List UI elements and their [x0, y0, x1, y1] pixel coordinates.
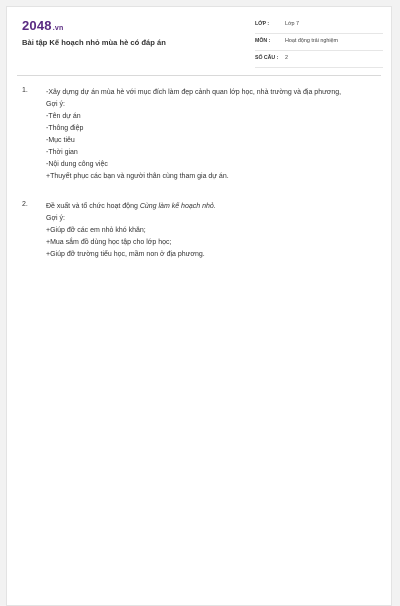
answer-line: +Thuyết phục các bạn và người thân cùng tham gia dự án. — [46, 173, 229, 180]
meta-value-class: Lớp 7 — [285, 21, 300, 27]
site-logo[interactable] — [22, 18, 63, 33]
answer-line: -Tên dự án — [46, 113, 81, 120]
worksheet-page — [6, 6, 392, 606]
document-title: Bài tập Kế hoạch nhỏ mùa hè có đáp án — [22, 38, 166, 47]
meta-row-class — [255, 19, 383, 34]
logo-main: 2048 — [22, 18, 52, 33]
question-list — [22, 87, 382, 279]
question-text: -Xây dựng dự án mùa hè với mục đích làm đẹp cảnh quan lớp học, nhà trường và địa phương, — [46, 89, 342, 96]
answer-line: -Mục tiêu — [46, 137, 75, 144]
meta-label-count: SỐ CÂU : — [255, 55, 279, 61]
question-number: 2. — [22, 201, 28, 208]
question-text-main: Đề xuất và tổ chức hoạt động — [46, 203, 140, 210]
meta-value-count: 2 — [285, 55, 288, 61]
question-body — [46, 87, 382, 183]
logo-suffix: .vn — [52, 25, 64, 32]
worksheet-header — [7, 7, 391, 73]
answer-line: +Giúp đỡ trường tiểu học, mầm non ở địa phương. — [46, 251, 205, 258]
answer-line: Gợi ý: — [46, 215, 65, 222]
answer-line: +Mua sắm đồ dùng học tập cho lớp học; — [46, 239, 172, 246]
header-divider — [17, 75, 381, 76]
meta-label-subject: MÔN : — [255, 38, 271, 44]
answer-line: -Nội dung công việc — [46, 161, 108, 168]
meta-info — [255, 19, 383, 70]
answer-line: Gợi ý: — [46, 101, 65, 108]
meta-row-count — [255, 53, 383, 68]
question-number: 1. — [22, 87, 28, 94]
question-2 — [22, 201, 382, 261]
answer-line: +Giúp đỡ các em nhỏ khó khăn; — [46, 227, 146, 234]
meta-row-subject — [255, 36, 383, 51]
meta-label-class: LỚP : — [255, 21, 270, 27]
answer-line: -Thông điệp — [46, 125, 84, 132]
question-text — [46, 201, 382, 213]
answer-line: -Thời gian — [46, 149, 78, 156]
question-body — [46, 201, 382, 261]
meta-value-subject: Hoạt động trải nghiệm — [285, 38, 339, 44]
question-1 — [22, 87, 382, 183]
question-text-activity: Cùng làm kế hoạch nhỏ. — [139, 203, 216, 210]
